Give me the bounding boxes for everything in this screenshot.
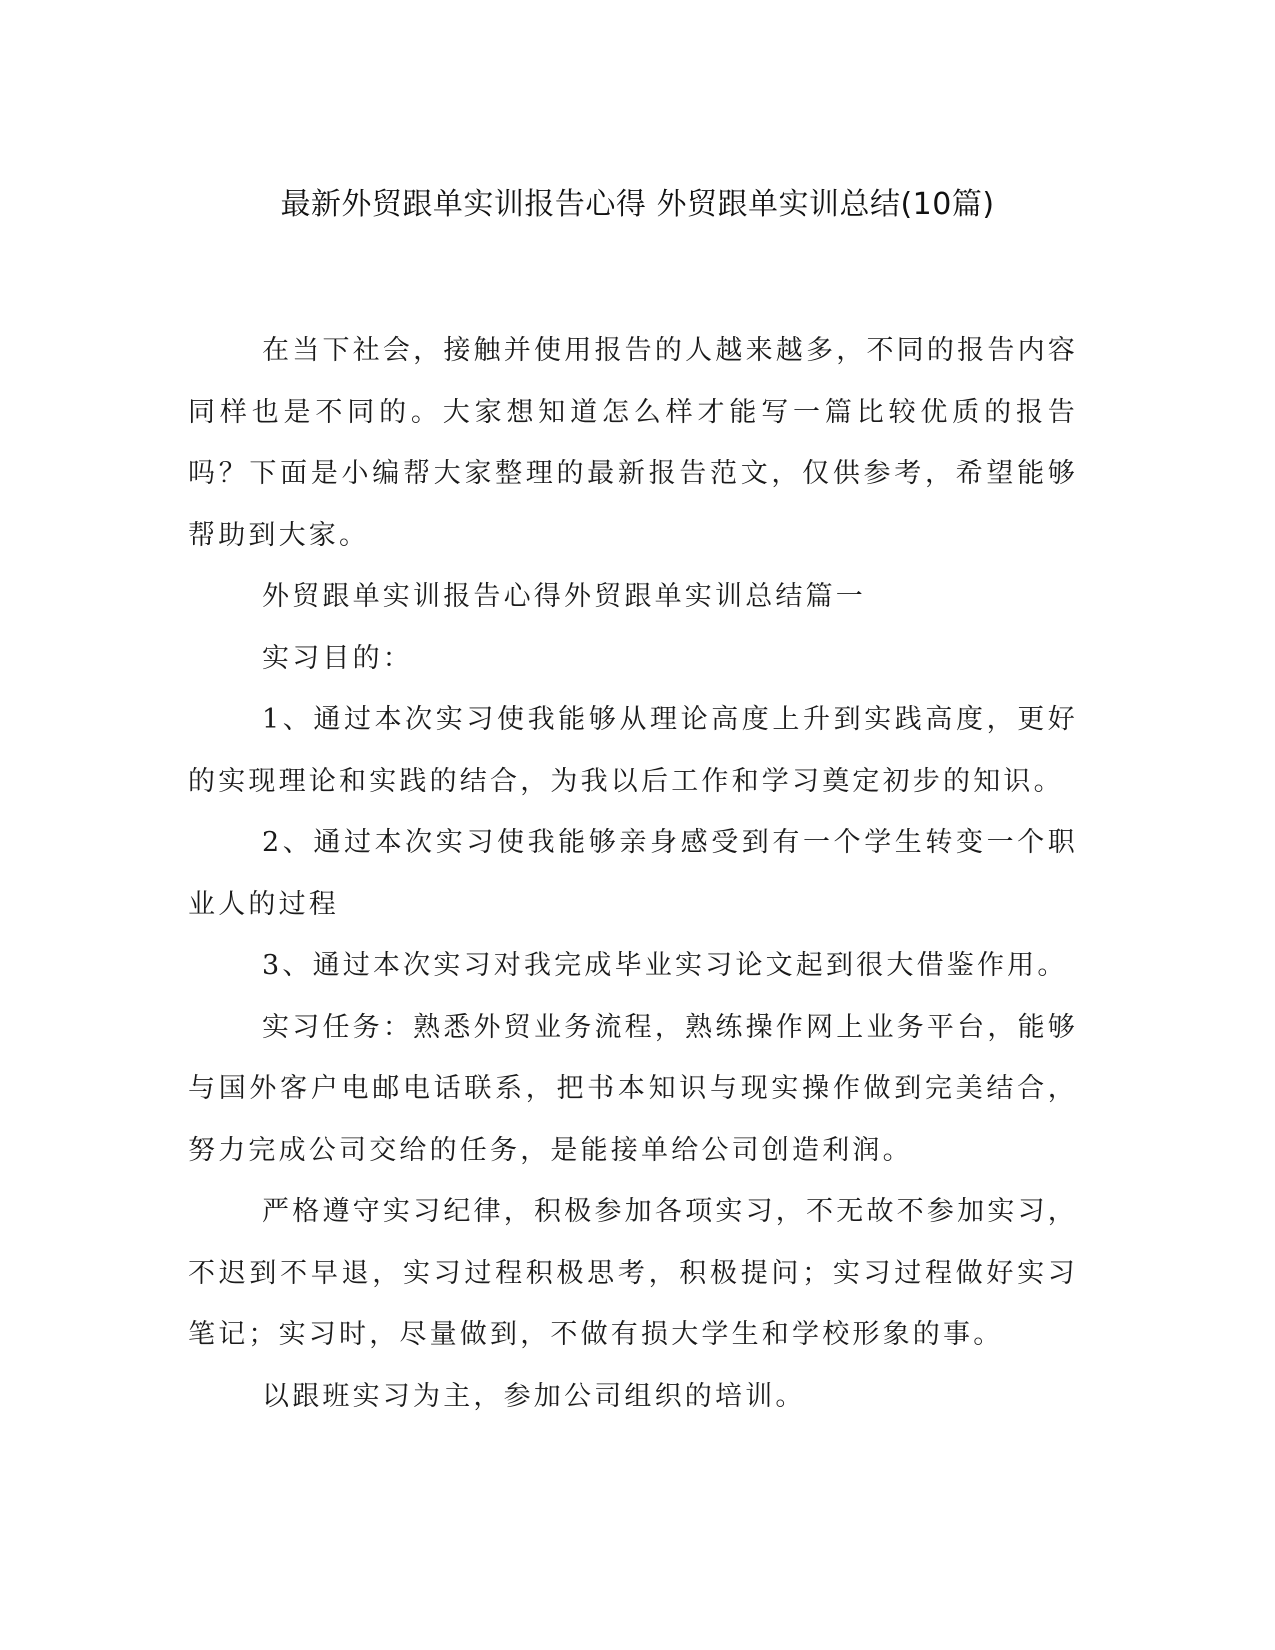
document-title: 最新外贸跟单实训报告心得 外贸跟单实训总结(10篇) bbox=[280, 187, 995, 222]
section-heading: 外贸跟单实训报告心得外贸跟单实训总结篇一 bbox=[262, 581, 866, 612]
document-body bbox=[188, 320, 1078, 1427]
paragraph-discipline: 严格遵守实习纪律，积极参加各项实习，不无故不参加实习，不迟到不早退，实习过程积极思考，积极提问；实习过程做好实习笔记；实习时，尽量做到，不做有损大学生和学校形象的事。 bbox=[188, 1196, 1078, 1350]
paragraph-purpose-3: 3、通过本次实习对我完成毕业实习论文起到很大借鉴作用。 bbox=[262, 950, 1068, 981]
paragraph-intro: 在当下社会，接触并使用报告的人越来越多，不同的报告内容同样也是不同的。大家想知道怎么样才能写一篇比较优质的报告吗？下面是小编帮大家整理的最新报告范文，仅供参考，希望能够帮助到大家。 bbox=[188, 335, 1078, 551]
paragraph-purpose-label: 实习目的： bbox=[262, 642, 413, 674]
paragraph-purpose-2: 2、通过本次实习使我能够亲身感受到有一个学生转变一个职业人的过程 bbox=[188, 827, 1078, 920]
paragraph-training: 以跟班实习为主，参加公司组织的培训。 bbox=[262, 1380, 806, 1412]
paragraph-purpose-1: 1、通过本次实习使我能够从理论高度上升到实践高度，更好的实现理论和实践的结合，为我以后工作和学习奠定初步的知识。 bbox=[188, 704, 1078, 797]
paragraph-tasks: 实习任务：熟悉外贸业务流程，熟练操作网上业务平台，能够与国外客户电邮电话联系，把书本知识与现实操作做到完美结合，努力完成公司交给的任务，是能接单给公司创造利润。 bbox=[188, 1011, 1078, 1166]
